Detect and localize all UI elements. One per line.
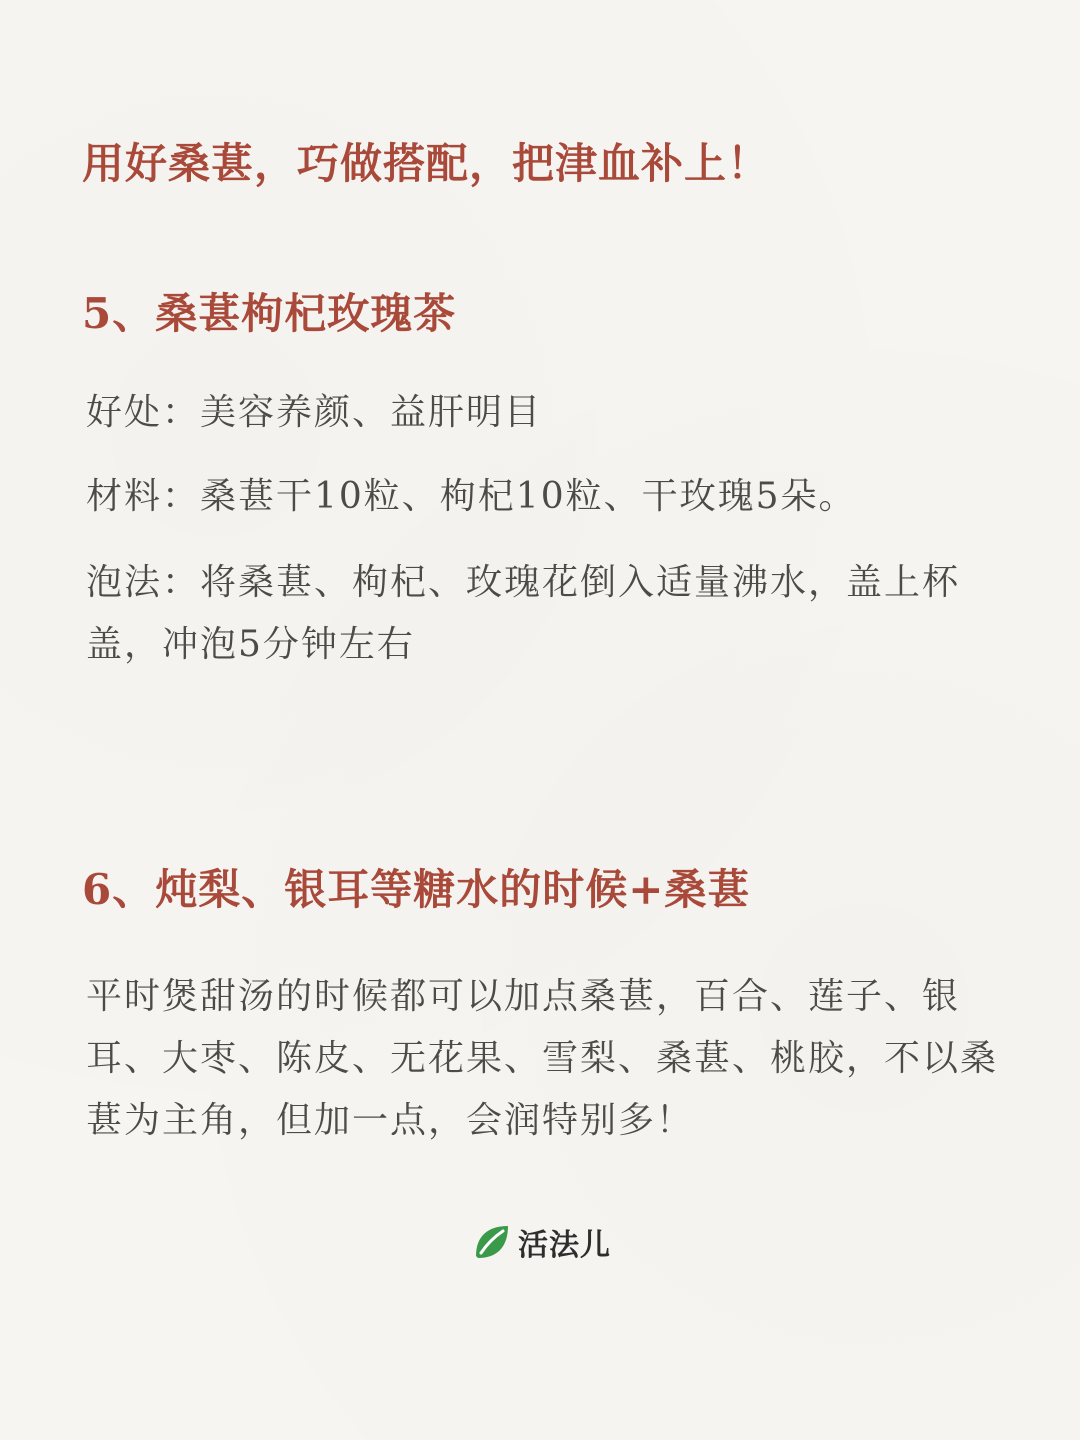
ingredients-line: 材料：桑葚干10粒、枸杞10粒、干玫瑰5朵。 xyxy=(86,476,857,517)
headline: 用好桑葚，巧做搭配，把津血补上！ xyxy=(82,139,771,188)
section-title-tea: 5、桑葚枸杞玫瑰茶 xyxy=(82,289,457,338)
brew-method-line: 泡法：将桑葚、枸杞、玫瑰花倒入适量沸水，盖上杯盖，冲泡5分钟左右 xyxy=(86,562,961,665)
brand-bar xyxy=(472,1220,611,1264)
dessert-paragraph: 平时煲甜汤的时候都可以加点桑葚，百合、莲子、银耳、大枣、陈皮、无花果、雪梨、桑葚、桃胶，不以桑葚为主角，但加一点，会润特别多！ xyxy=(86,976,999,1141)
benefit-line: 好处：美容养颜、益肝明目 xyxy=(86,392,543,433)
brand-name: 活法儿 xyxy=(518,1228,611,1263)
section-title-dessert: 6、炖梨、银耳等糖水的时候+桑葚 xyxy=(82,865,751,914)
green-leaf-icon xyxy=(472,1222,512,1262)
